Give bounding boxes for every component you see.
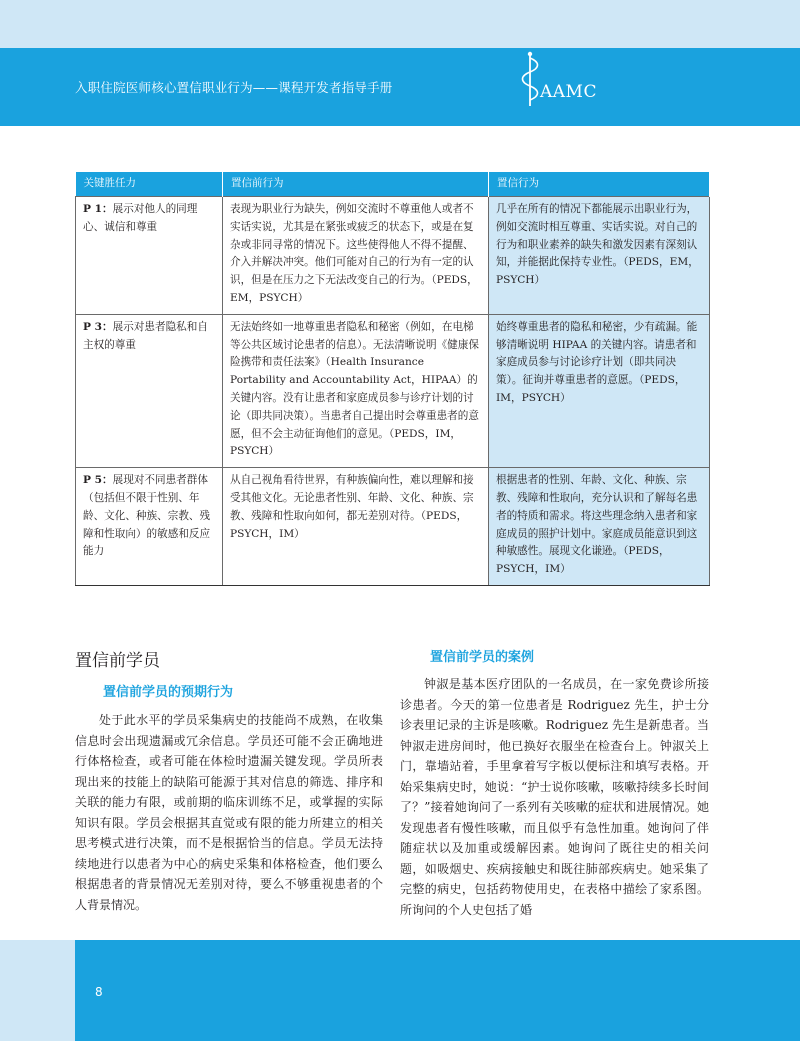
competency-text: 展现对不同患者群体（包括但不限于性别、年龄、文化、种族、宗教、残障和性取向）的敏感和反应能力 [83, 474, 211, 558]
competency-cell [76, 468, 223, 586]
section-title: 置信前学员 [75, 651, 160, 671]
left-subtitle: 置信前学员的预期行为 [103, 685, 234, 700]
header-pre-entrustable: 置信前行为 [223, 172, 489, 197]
competency-id: P 1： [83, 203, 113, 215]
pre-entrustable-cell: 从自己视角看待世界，有种族偏向性，难以理解和接受其他文化。无论患者性别、年龄、文化、种族、宗教、残障和性取向如何，都无差别对待。（PEDS，PSYCH，IM） [223, 468, 489, 586]
table-row [76, 197, 710, 315]
competency-text: 展示对他人的同理心、诚信和尊重 [83, 203, 198, 233]
competency-cell [76, 314, 223, 467]
right-subtitle: 置信前学员的案例 [430, 650, 535, 665]
header-title: 入职住院医师核心置信职业行为——课程开发者指导手册 [75, 80, 393, 95]
entrustable-cell: 始终尊重患者的隐私和秘密，少有疏漏。能够清晰说明 HIPAA 的关键内容。请患者和家庭成员参与讨论诊疗计划（即共同决策）。征询并尊重患者的意愿。（PEDS，IM，PSYCH） [489, 314, 710, 467]
competency-table [75, 172, 710, 586]
competency-cell [76, 197, 223, 315]
competency-id: P 5： [83, 474, 113, 487]
pre-entrustable-cell: 表现为职业行为缺失，例如交流时不尊重他人或者不实话实说，尤其是在紧张或疲乏的状态下，或是在复杂或非同寻常的情况下。这些使得他人不得不提醒、介入并解决冲突。他们可能对自己的行为有一定的认识，但是在压力之下无法改变自己的行为。（PEDS，EM，PSYCH） [223, 197, 489, 315]
header-competency: 关键胜任力 [76, 172, 223, 197]
competency-text: 展示对患者隐私和自主权的尊重 [83, 320, 208, 351]
footer-band [75, 940, 800, 1041]
table-row [76, 314, 710, 467]
top-band [0, 0, 800, 48]
pre-entrustable-cell: 无法始终如一地尊重患者隐私和秘密（例如，在电梯等公共区域讨论患者的信息）。无法清晰说明《健康保险携带和责任法案》（Health Insurance Portability and Accountability Act，HIPAA）的关键内容。没有让患者和家庭成员参与诊疗计划的讨论（即共同决策）。当患者自己提出时会尊重患者的意愿，但不会主动征询他们的意见。（PEDS，IM，PSYCH） [223, 314, 489, 467]
header-entrustable: 置信行为 [489, 172, 710, 197]
entrustable-cell: 根据患者的性别、年龄、文化、种族、宗教、残障和性取向，充分认识和了解每名患者的特质和需求。将这些理念纳入患者和家庭成员的照护计划中。家庭成员能意识到这种敏感性。展现文化谦逊。（PEDS，PSYCH，IM） [489, 468, 710, 586]
table-header-row [76, 172, 710, 197]
logo-text: AAMC [540, 82, 597, 102]
competency-id: P 3： [83, 320, 113, 333]
page-number: 8 [95, 985, 103, 999]
entrustable-cell: 几乎在所有的情况下都能展示出职业行为，例如交流时相互尊重、实话实说。对自己的行为和职业素养的缺失和激发因素有深刻认知，并能据此保持专业性。（PEDS，EM，PSYCH） [489, 197, 710, 315]
table-row [76, 468, 710, 586]
left-body-text: 处于此水平的学员采集病史的技能尚不成熟，在收集信息时会出现遗漏或冗余信息。学员还可能不会正确地进行体格检查，或者可能在体检时遗漏关键发现。学员所表现出来的技能上的缺陷可能源于其对信息的筛选、排序和关联的能力有限，或前期的临床训练不足，或掌握的实际知识有限。学员会根据其直觉或有限的能力所建立的相关思考模式进行决策，而不是根据恰当的信息。学员无法持续地进行以患者为中心的病史采集和体格检查，他们要么根据患者的背景情况无差别对待，要么不够重视患者的个人背景情况。 [75, 713, 383, 912]
right-body-text: 钟淑是基本医疗团队的一名成员，在一家免费诊所接诊患者。今天的第一位患者是 Rodriguez 先生，护士分诊表里记录的主诉是咳嗽。Rodriguez 先生是新患者。当钟淑走进房间时，他已换好衣服坐在检查台上。钟淑关上门，靠墙站着，手里拿着写字板以便标注和填写表格。开始采集病史时，她说：“护士说你咳嗽，咳嗽持续多长时间了？”接着她询问了一系列有关咳嗽的症状和进展情况。她发现患者有慢性咳嗽，而且似乎有急性加重。她询问了伴随症状以及加重或缓解因素。她询问了既往史的相关问题，如吸烟史、疾病接触史和既往肺部疾病史。她采集了完整的病史，包括药物使用史，在表格中描绘了家系图。所询问的个人史包括了婚 [400, 677, 709, 917]
